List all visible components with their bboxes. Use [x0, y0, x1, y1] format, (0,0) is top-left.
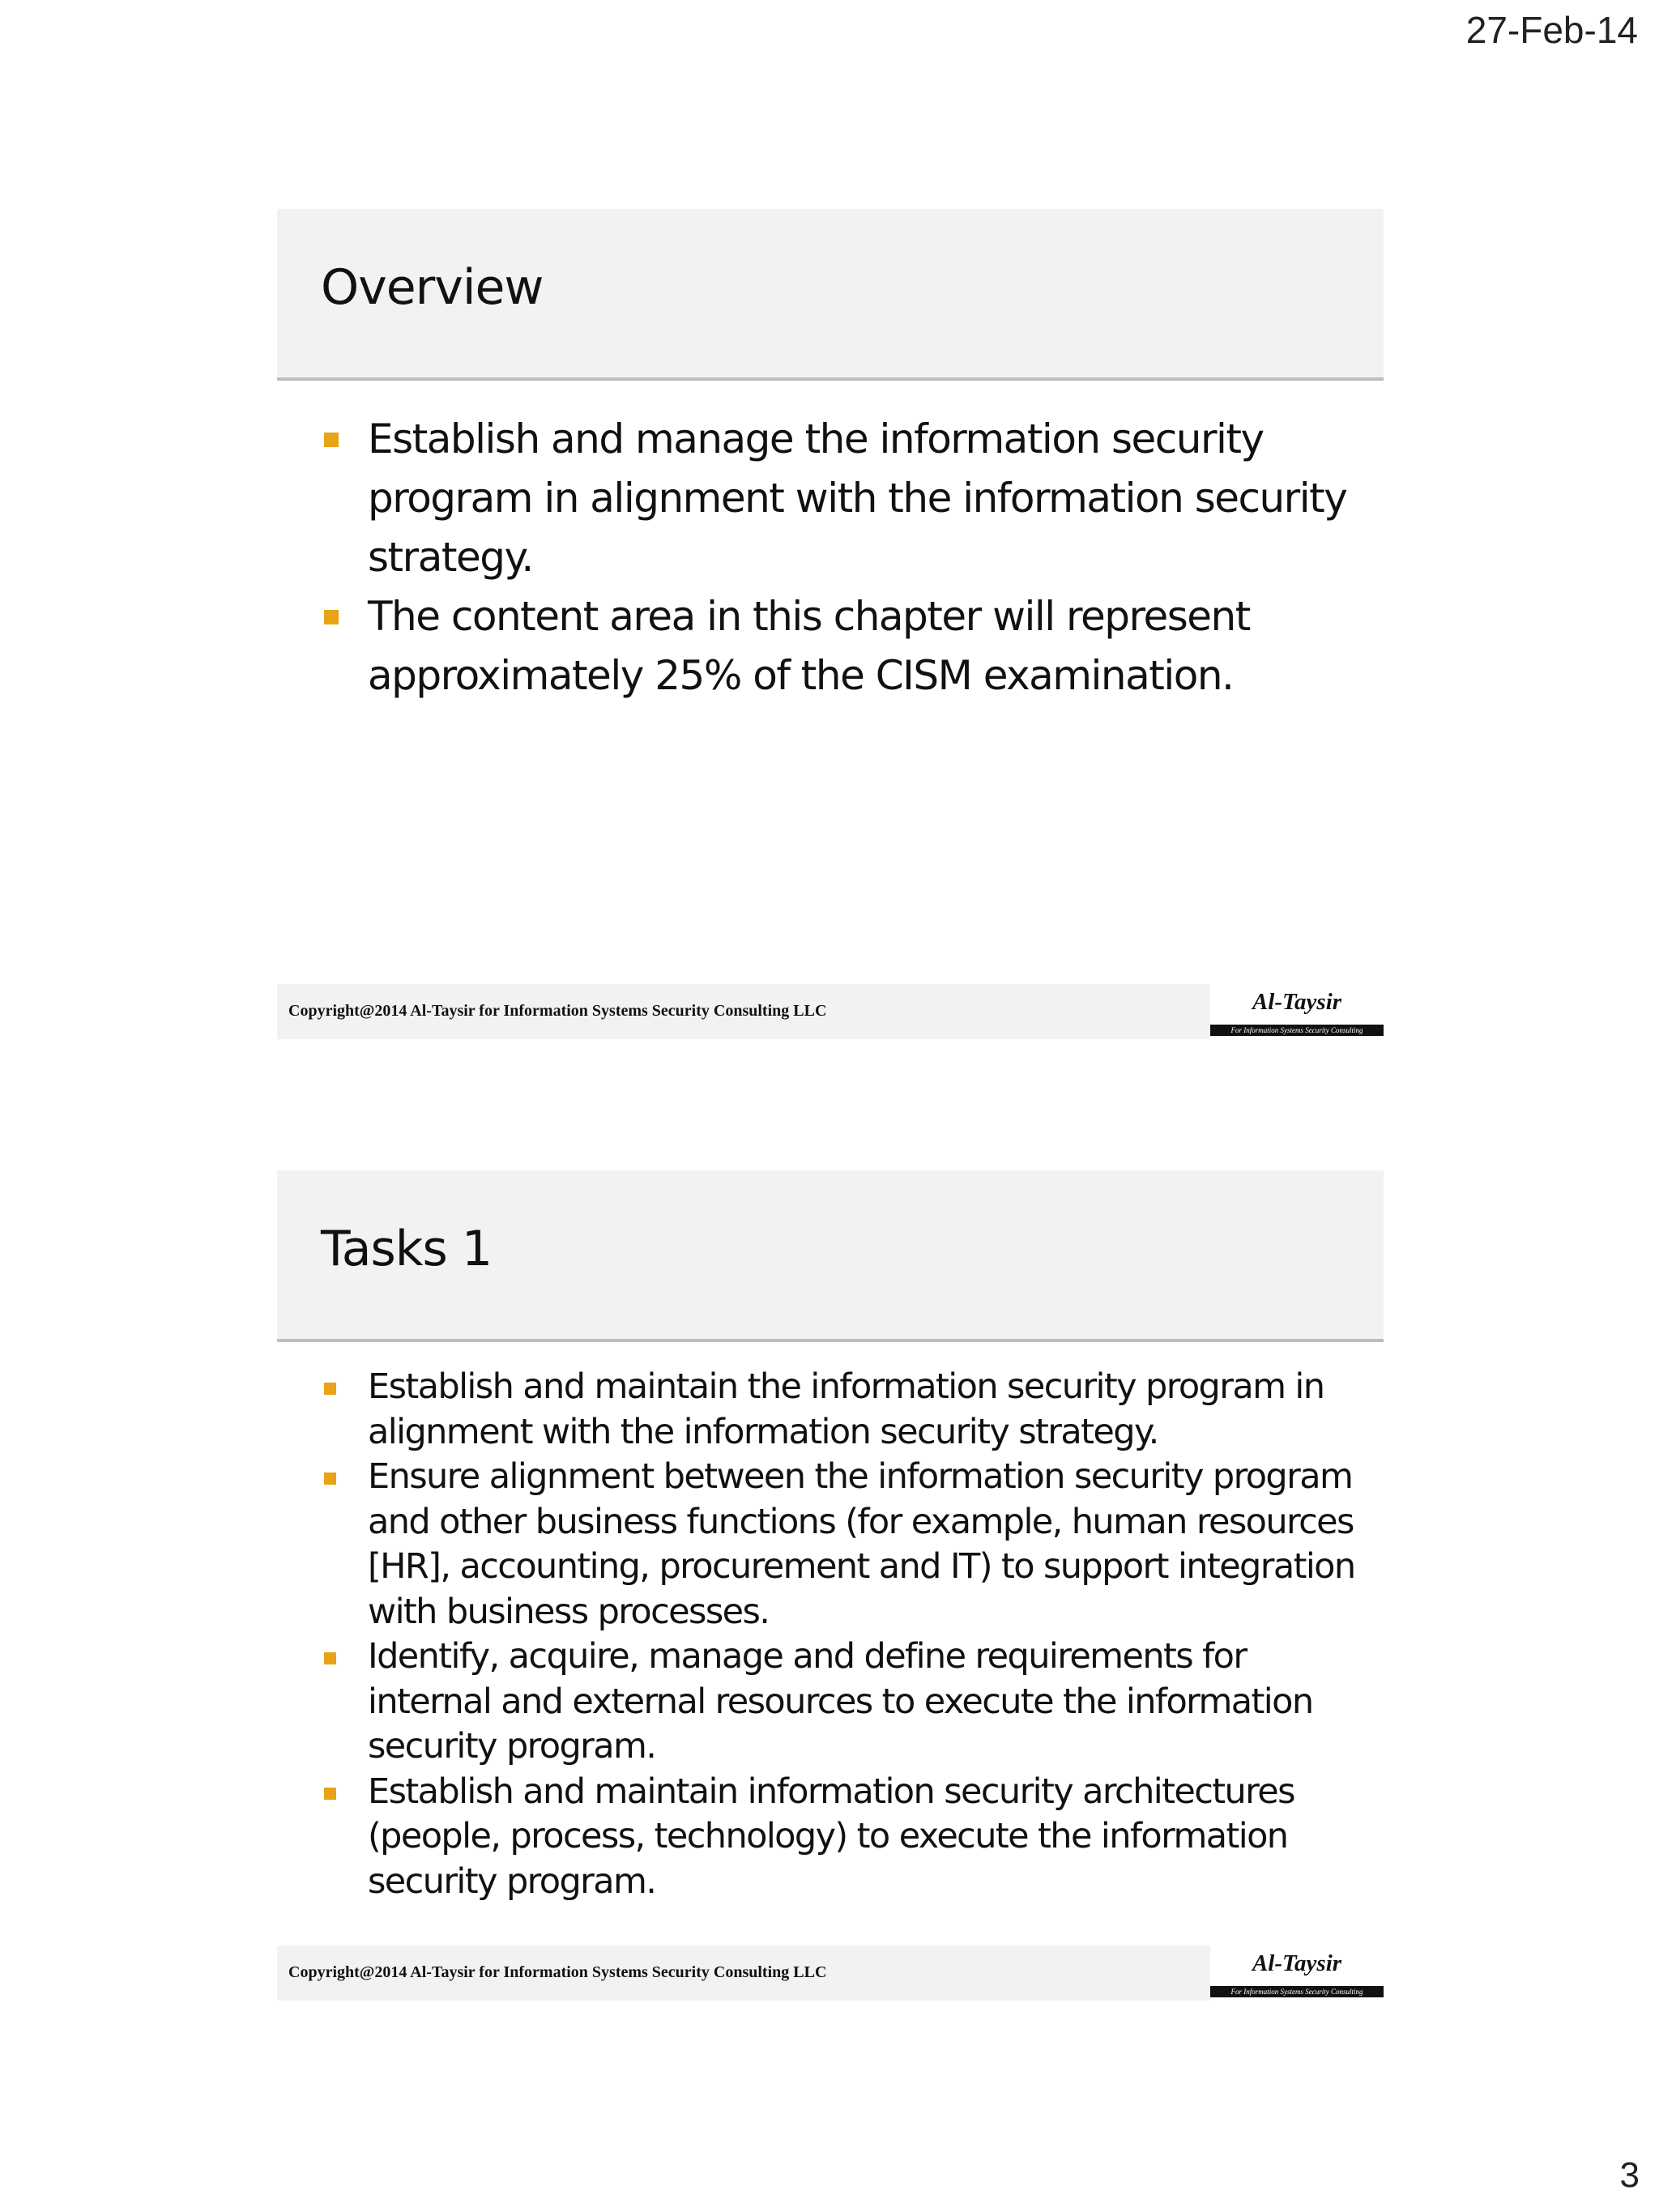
slide-title: Tasks 1 [321, 1221, 492, 1277]
bullet-item [324, 587, 1359, 705]
logo-name: Al-Taysir [1252, 989, 1342, 1015]
copyright-text: Copyright@2014 Al-Taysir for Information Systems Security Consulting LLC [288, 1963, 827, 1981]
slide-header [277, 1170, 1384, 1342]
slide-overview [277, 209, 1384, 1039]
logo-tagline: For Information Systems Security Consulting [1210, 1025, 1384, 1036]
logo-name: Al-Taysir [1252, 1950, 1342, 1976]
slide-title: Overview [321, 259, 544, 316]
slide-footer [277, 1946, 1384, 2001]
slide-footer [277, 984, 1384, 1039]
logo-tagline: For Information Systems Security Consulting [1210, 1986, 1384, 1997]
page-number: 3 [1619, 2155, 1640, 2195]
bullet-list [324, 1365, 1359, 1904]
bullet-item [324, 1634, 1359, 1770]
slide-header [277, 209, 1384, 381]
square-bullet-icon [324, 1383, 336, 1395]
copyright-text: Copyright@2014 Al-Taysir for Information Systems Security Consulting LLC [288, 1002, 827, 1020]
bullet-text: Establish and manage the information security program in alignment with the information security strategy. [368, 416, 1347, 581]
page-date: 27-Feb-14 [1465, 9, 1638, 51]
bullet-item [324, 410, 1359, 587]
bullet-item [324, 1365, 1359, 1455]
square-bullet-icon [324, 610, 339, 624]
bullet-text: Identify, acquire, manage and define requirements for internal and external resources to execute the information security program. [368, 1636, 1313, 1767]
bullet-item [324, 1770, 1359, 1905]
bullet-item [324, 1455, 1359, 1634]
al-taysir-logo [1210, 1946, 1384, 2001]
square-bullet-icon [324, 1473, 336, 1485]
bullet-text: Establish and maintain the information security program in alignment with the information security strategy. [368, 1366, 1324, 1452]
square-bullet-icon [324, 1652, 336, 1664]
square-bullet-icon [324, 1788, 336, 1800]
square-bullet-icon [324, 433, 339, 447]
al-taysir-logo [1210, 984, 1384, 1039]
bullet-text: Establish and maintain information security architectures (people, process, technology) to execute the information security program. [368, 1771, 1294, 1902]
slide-tasks [277, 1170, 1384, 2001]
bullet-text: The content area in this chapter will represent approximately 25% of the CISM examination. [368, 593, 1250, 699]
bullet-text: Ensure alignment between the information security program and other business functions (for example, human resources [HR], accounting, procurement and IT) to support integration with business processes. [368, 1456, 1355, 1632]
bullet-list [324, 410, 1359, 705]
